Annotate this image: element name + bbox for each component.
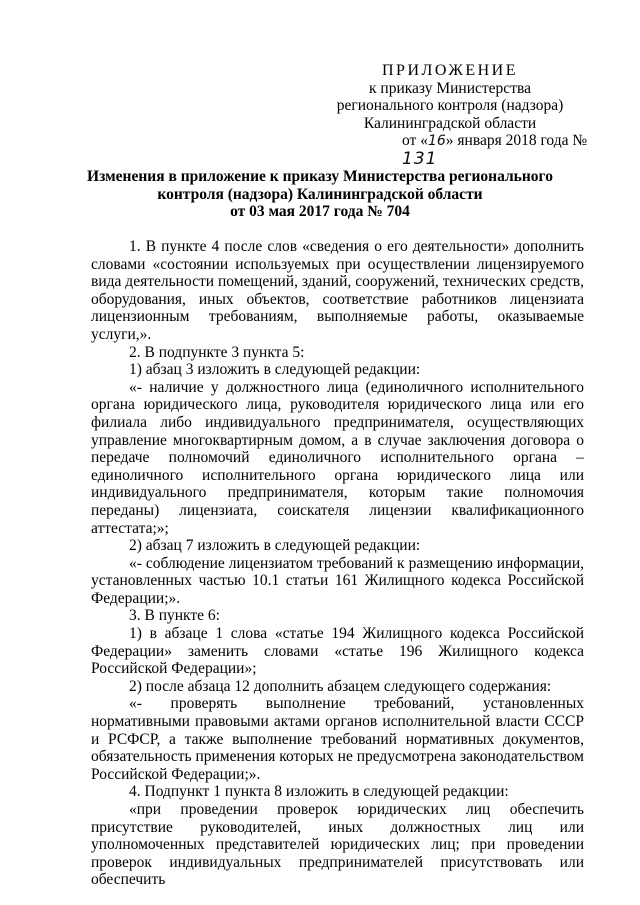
appendix-line: к приказу Министерства (369, 79, 531, 97)
date-prefix: от « (402, 132, 428, 149)
paragraph: «при проведении проверок юридических лиц обеспечить присутствие руководителей, иных должностных лиц или уполномоченных представителей юридических лиц; при проведении проверок индивидуальных предпринимателей присутствовать или обеспечить (91, 801, 584, 889)
paragraph: 1) абзац 3 изложить в следующей редакции: (129, 361, 421, 379)
appendix-header (300, 62, 600, 168)
paragraph: 1. В пункте 4 после слов «сведения о его деятельности» дополнить словами «состоянии используемых при осуществлении лицензируемого вида деятельности помещений, зданий, сооружений, технических средств, оборудования, иных объектов, соответствие работников лицензиата лицензионным требованиям, выполняемые работы, оказываемые услуги,». (91, 238, 584, 343)
document-body (91, 238, 584, 889)
paragraph: 2. В подпункте 3 пункта 5: (129, 343, 305, 361)
appendix-date-line (300, 132, 600, 168)
date-middle: » января 2018 года № (445, 132, 588, 149)
handwritten-day: 16 (427, 133, 446, 149)
paragraph: «- проверять выполнение требований, установленных нормативными правовыми актами органов исполнительной власти СССР и РСФСР, а также выполнение требований нормативных документов, обязательность применения которых не предусмотрена законодательством Российской Федерации;». (91, 695, 584, 783)
paragraph: «- наличие у должностного лица (единоличного исполнительного органа юридического лица, руководителя юридического лица или его филиала либо индивидуального предпринимателя, осуществляющих управление многоквартирным домом, а в случае заключения договора о передаче полномочий единоличного исполнительного органа – единоличного исполнительного органа юридического лица или индивидуального предпринимателя, которым такие полномочия переданы) лицензиата, соискателя лицензии квалификационного аттестата;»; (91, 378, 584, 537)
paragraph: 4. Подпункт 1 пункта 8 изложить в следующей редакции: (129, 783, 509, 801)
appendix-heading: ПРИЛОЖЕНИЕ (381, 62, 518, 79)
appendix-line: регионального контроля (надзора) (336, 97, 564, 114)
paragraph: 3. В пункте 6: (129, 607, 220, 625)
paragraph: 2) после абзаца 12 дополнить абзацем следующего содержания: (129, 677, 552, 695)
handwritten-order-number: 131 (402, 148, 438, 169)
paragraph: 1) в абзаце 1 слова «статье 194 Жилищного кодекса Российской Федерации» заменить словами «статье 196 Жилищного кодекса Российской Федерации»; (91, 625, 584, 678)
title-line: от 03 мая 2017 года № 704 (230, 203, 410, 220)
appendix-line: Калининградской области (363, 114, 537, 132)
paragraph: 2) абзац 7 изложить в следующей редакции: (129, 537, 421, 555)
title-line: Изменения в приложение к приказу Министерства регионального (87, 168, 553, 185)
title-line: контроля (надзора) Калининградской области (157, 185, 483, 203)
document-title (80, 168, 560, 221)
paragraph: «- соблюдение лицензиатом требований к размещению информации, установленных частью 10.1 статьи 161 Жилищного кодекса Российской Федерации;». (91, 554, 584, 607)
